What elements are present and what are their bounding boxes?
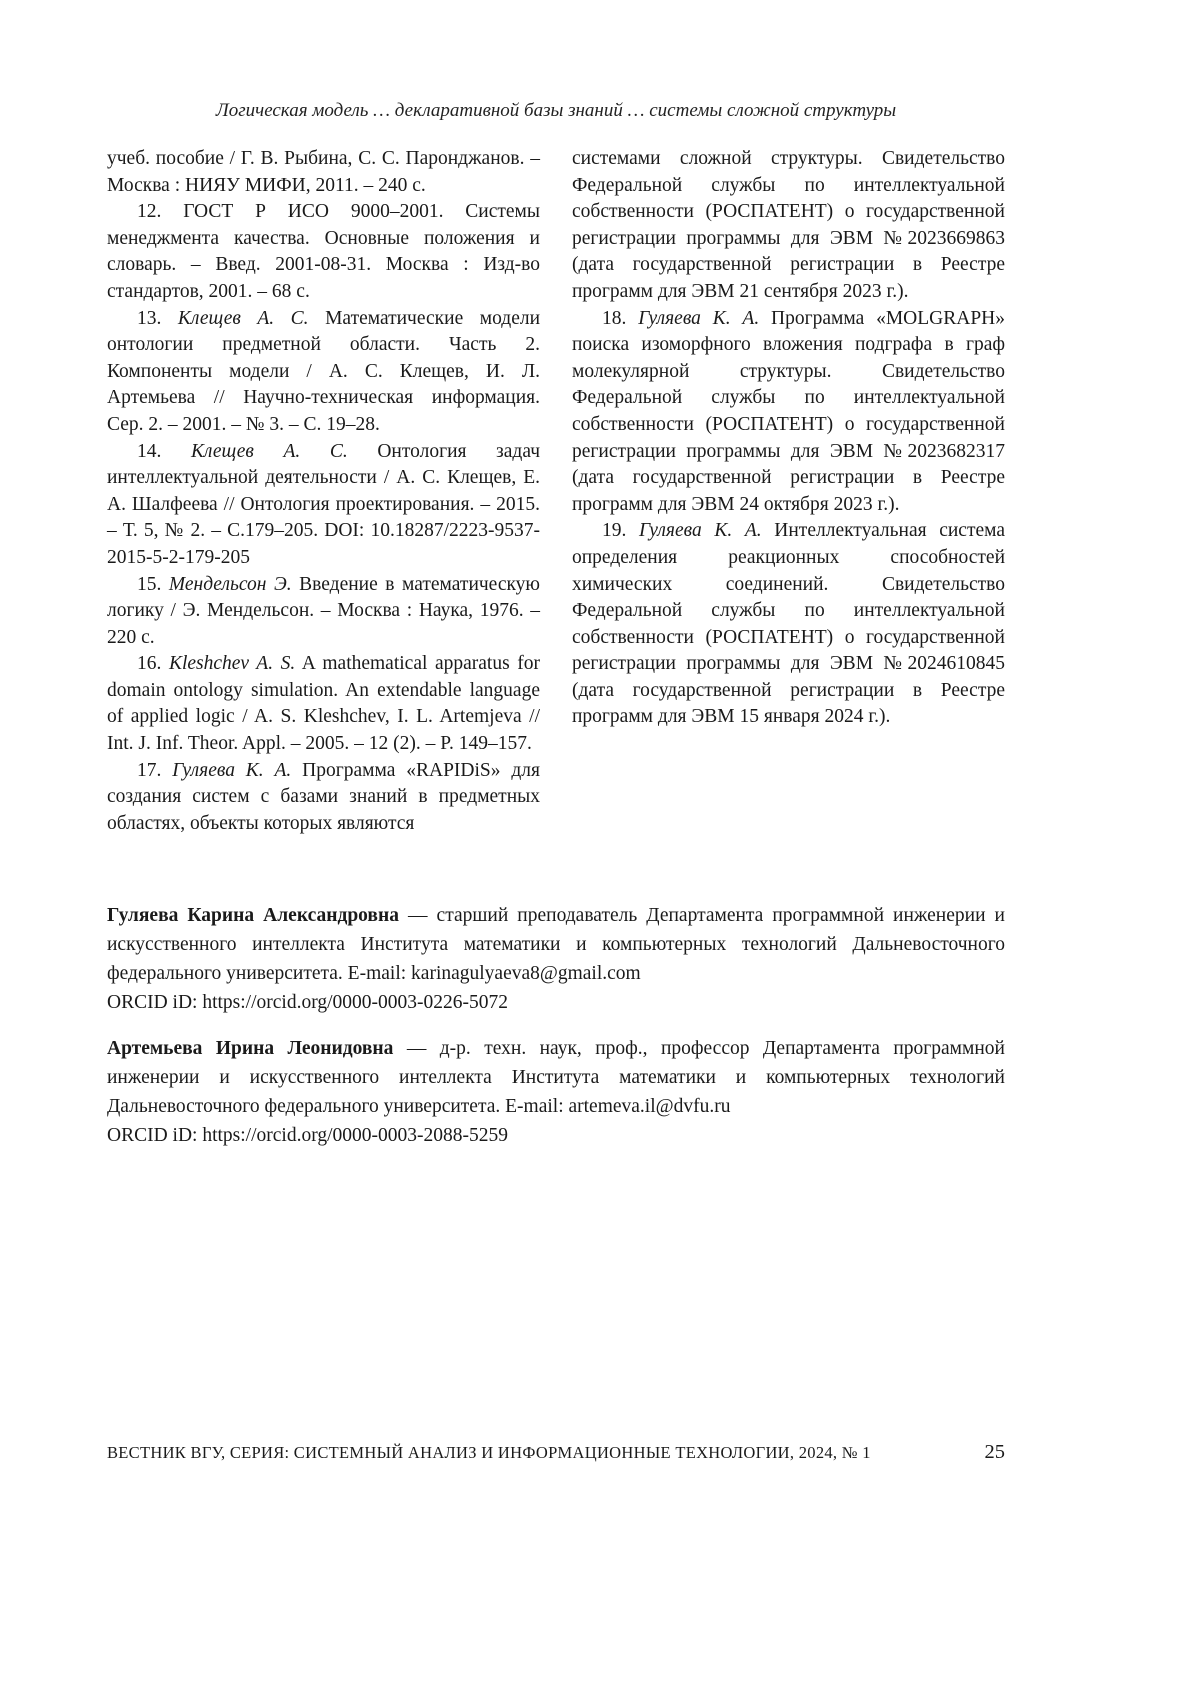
- references-columns: [107, 146, 1005, 837]
- reference-author-italic: Гуляева К. А.: [172, 759, 292, 781]
- page-number: 25: [984, 1441, 1005, 1463]
- author-block: [107, 901, 1005, 1017]
- references-column-right: [572, 146, 1005, 837]
- reference-number: 13.: [137, 307, 178, 329]
- reference-entry: 13. Клещев А. С. Математические модели онтологии предметной области. Часть 2. Компоненты модели / А. С. Клещев, И. Л. Артемьева // Научно-техническая информация. Сер. 2. – 2001. – № 3. – С. 19–28.: [107, 307, 541, 435]
- reference-entry: системами сложной структуры. Свидетельство Федеральной службы по интеллектуальной собственности (РОСПАТЕНТ) о государственной регистрации программы для ЭВМ №2023669863 (дата государственной регистрации в Реестре программ для ЭВМ 21 сентября 2023 г.).: [572, 148, 1005, 302]
- author-name: Гуляева Карина Александровна: [107, 905, 399, 926]
- reference-author-italic: Мендельсон Э.: [168, 573, 292, 595]
- reference-number: 19.: [602, 520, 640, 542]
- author-orcid-line: ORCID iD: https://orcid.org/0000-0003-0226-5072: [107, 992, 508, 1013]
- reference-number: 18.: [602, 307, 639, 329]
- reference-author-italic: Клещев А. С.: [190, 440, 348, 462]
- reference-entry: 17. Гуляева К. А. Программа «RAPIDiS» для создания систем с базами знаний в предметных областях, объекты которых являются: [107, 759, 540, 834]
- journal-title-line: ВЕСТНИК ВГУ, СЕРИЯ: СИСТЕМНЫЙ АНАЛИЗ И ИНФОРМАЦИОННЫЕ ТЕХНОЛОГИИ, 2024, № 1: [107, 1443, 871, 1462]
- reference-entry: 15. Мендельсон Э. Введение в математическую логику / Э. Мендельсон. – Москва : Наука, 1976. – 220 с.: [107, 573, 540, 648]
- author-description: Артемьева Ирина Леонидовна — д-р. техн. наук, проф., профессор Департамента программной инженерии и искусственного интеллекта Института математики и компьютерных технологий Дальневосточного федерального университета. E-mail: artemeva.il@dvfu.ru: [107, 1038, 1005, 1117]
- reference-entry: 18. Гуляева К. А. Программа «MOLGRAPH» поиска изоморфного вложения подграфа в граф молекулярной структуры. Свидетельство Федеральной службы по интеллектуальной собственности (РОСПАТЕНТ) о государственной регистрации программы для ЭВМ №2023682317 (дата государственной регистрации в Реестре программ для ЭВМ 24 октября 2023 г.).: [572, 307, 1006, 515]
- reference-number: 14.: [137, 440, 191, 462]
- reference-entry: учеб. пособие / Г. В. Рыбина, С. С. Паронджанов. – Москва : НИЯУ МИФИ, 2011. – 240 с.: [107, 148, 540, 196]
- references-column-left: [107, 146, 540, 837]
- running-title: Логическая модель … декларативной базы знаний … системы сложной структуры: [215, 100, 897, 121]
- reference-entry: 19. Гуляева К. А. Интеллектуальная система определения реакционных способностей химических соединений. Свидетельство Федеральной службы по интеллектуальной собственности (РОСПАТЕНТ) о государственной регистрации программы для ЭВМ №2024610845 (дата государственной регистрации в Реестре программ для ЭВМ 15 января 2024 г.).: [572, 520, 1006, 728]
- author-name: Артемьева Ирина Леонидовна: [107, 1038, 394, 1059]
- reference-entry: 12. ГОСТ Р ИСО 9000–2001. Системы менеджмента качества. Основные положения и словарь. – Введ. 2001-08-31. Москва : Изд-во стандартов, 2001. – 68 с.: [107, 201, 541, 302]
- reference-author-italic: Гуляева К. А.: [639, 520, 762, 542]
- reference-author-italic: Kleshchev A. S.: [168, 653, 296, 675]
- reference-entry: 14. Клещев А. С. Онтология задач интеллектуальной деятельности / А. С. Клещев, Е. А. Шалфеева // Онтология проектирования. – 2015. – Т. 5, № 2. – С.179–205. DOI: 10.18287/2223-9537-2015-5-2-179-205: [107, 440, 541, 568]
- reference-author-italic: Клещев А. С.: [177, 307, 309, 329]
- reference-number: 17.: [137, 759, 173, 781]
- reference-number: 16.: [137, 653, 169, 675]
- author-description: Гуляева Карина Александровна — старший преподаватель Департамента программной инженерии и искусственного интеллекта Института математики и компьютерных технологий Дальневосточного федерального университета. E-mail: karinagulyaeva8@gmail.com: [107, 905, 1005, 984]
- reference-entry: 16. Kleshchev A. S. A mathematical apparatus for domain ontology simulation. An extendable language of applied logic / A. S. Kleshchev, I. L. Artemjeva // Int. J. Inf. Theor. Appl. – 2005. – 12 (2). – P. 149–157.: [107, 653, 540, 755]
- page-footer: [107, 1441, 1005, 1464]
- authors-section: [107, 901, 1005, 1167]
- author-orcid-line: ORCID iD: https://orcid.org/0000-0003-2088-5259: [107, 1125, 508, 1146]
- reference-number: 15.: [137, 573, 169, 595]
- author-block: [107, 1034, 1005, 1150]
- reference-number: 12.: [137, 201, 184, 223]
- reference-author-italic: Гуляева К. А.: [638, 307, 760, 329]
